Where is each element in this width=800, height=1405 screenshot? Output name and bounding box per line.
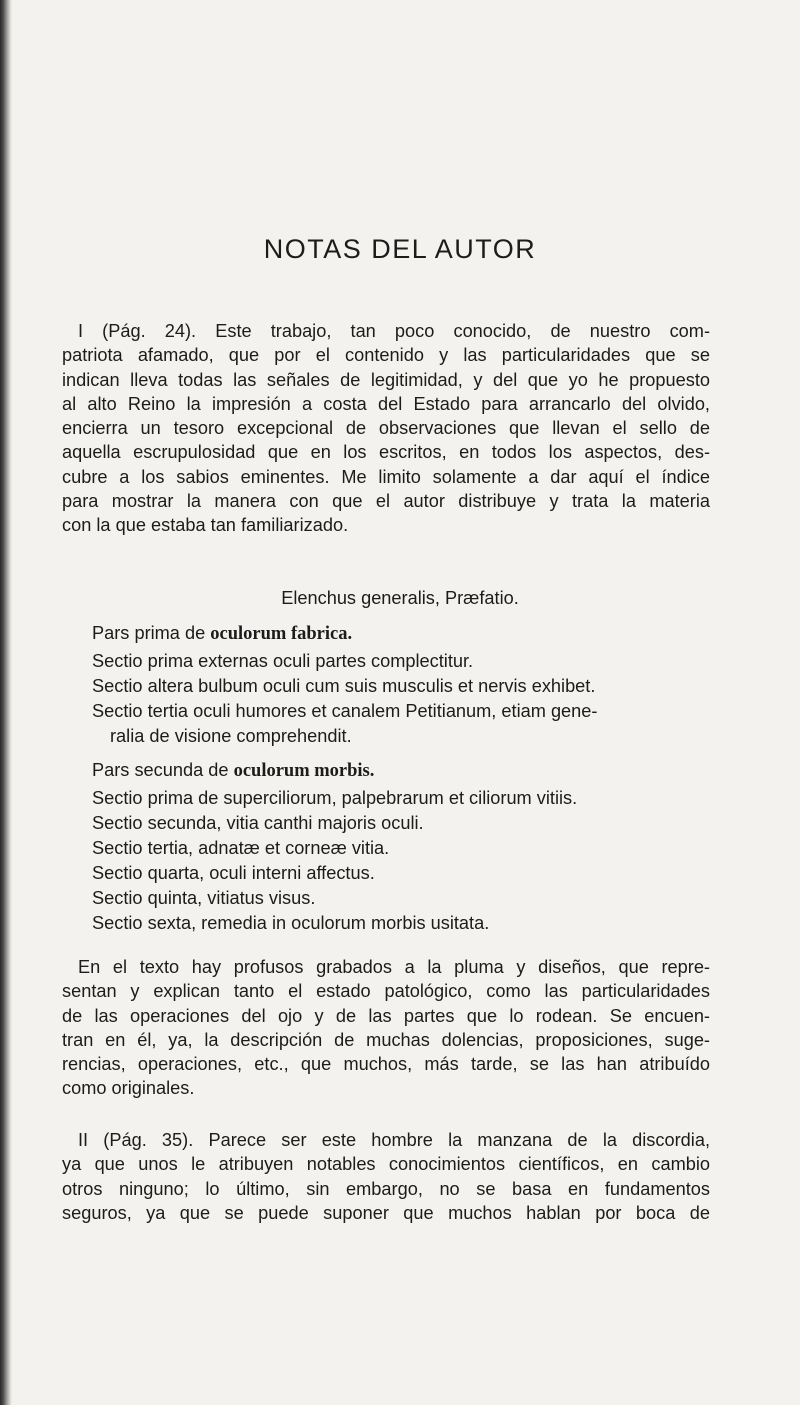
index-heading: Elenchus generalis, Præfatio. <box>281 588 519 608</box>
pars-secunda-prefix: Pars secunda de <box>92 760 234 780</box>
text-line: al alto Reino la impresión a costa del Estado para arrancarlo del olvido, <box>62 393 710 414</box>
text-line: II (Pág. 35). Parece ser este hombre la manzana de la discordia, <box>78 1130 710 1150</box>
sectio-line: Sectio altera bulbum oculi cum suis musculis et nervis exhibet. <box>92 676 596 696</box>
sectio-line-continuation: ralia de visione comprehendit. <box>110 726 352 746</box>
text-line: para mostrar la manera con que el autor distribuye y trata la materia <box>62 491 710 512</box>
text-line: En el texto hay profusos grabados a la pluma y diseños, que repre- <box>78 957 710 977</box>
text-line: encierra un tesoro excepcional de observaciones que llevan el sello de <box>62 418 710 439</box>
text-line: otros ninguno; lo último, sin embargo, no se basa en fundamentos <box>62 1178 710 1199</box>
sectio-line: Sectio sexta, remedia in oculorum morbis usitata. <box>92 913 490 933</box>
pars-secunda-bold: oculorum morbis. <box>233 761 375 781</box>
text-line: I (Pág. 24). Este trabajo, tan poco conocido, de nuestro com- <box>78 321 710 341</box>
text-line: cubre a los sabios eminentes. Me limito solamente a dar aquí el índice <box>62 466 710 487</box>
text-line: de las operaciones del ojo y de las partes que lo rodean. Se encuen- <box>62 1005 710 1026</box>
pars-prima-prefix: Pars prima de <box>92 623 211 643</box>
text-line: sentan y explican tanto el estado patológico, como las particularidades <box>62 981 710 1002</box>
pars-secunda-heading <box>92 758 712 783</box>
text-line: aquella escrupulosidad que en los escritos, en todos los aspectos, des- <box>62 442 710 463</box>
note-i-paragraph <box>62 319 710 538</box>
page-title: NOTAS DEL AUTOR <box>263 234 537 264</box>
pars-prima-bold: oculorum fabrica. <box>210 624 353 644</box>
sectio-line: Sectio quarta, oculi interni affectus. <box>92 863 375 883</box>
text-line: como originales. <box>62 1078 195 1099</box>
text-line: patriota afamado, que por el contenido y las particularidades que se <box>62 345 710 366</box>
text-line: seguros, ya que se puede suponer que muchos hablan por boca de <box>62 1202 710 1223</box>
sectio-line: Sectio quinta, vitiatus visus. <box>92 888 316 908</box>
pars-prima-heading <box>92 621 712 646</box>
text-line: indican lleva todas las señales de legitimidad, y del que yo he propuesto <box>62 369 710 390</box>
engravings-paragraph <box>62 955 710 1101</box>
sectio-line: Sectio tertia oculi humores et canalem Petitianum, etiam gene- <box>92 701 598 721</box>
sectio-line: Sectio tertia, adnatæ et corneæ vitia. <box>92 838 390 858</box>
note-ii-paragraph <box>62 1128 710 1225</box>
text-line: ya que unos le atribuyen notables conocimientos científicos, en cambio <box>62 1154 710 1175</box>
sectio-line: Sectio prima de superciliorum, palpebrarum et ciliorum vitiis. <box>92 788 578 808</box>
text-line: rencias, operaciones, etc., que muchos, más tarde, se las han atribuído <box>62 1054 710 1075</box>
text-line: tran en él, ya, la descripción de muchas dolencias, proposiciones, suge- <box>62 1029 710 1050</box>
sectio-line: Sectio prima externas oculi partes complectitur. <box>92 651 474 671</box>
text-line: con la que estaba tan familiarizado. <box>62 515 349 536</box>
sectio-line: Sectio secunda, vitia canthi majoris oculi. <box>92 813 424 833</box>
